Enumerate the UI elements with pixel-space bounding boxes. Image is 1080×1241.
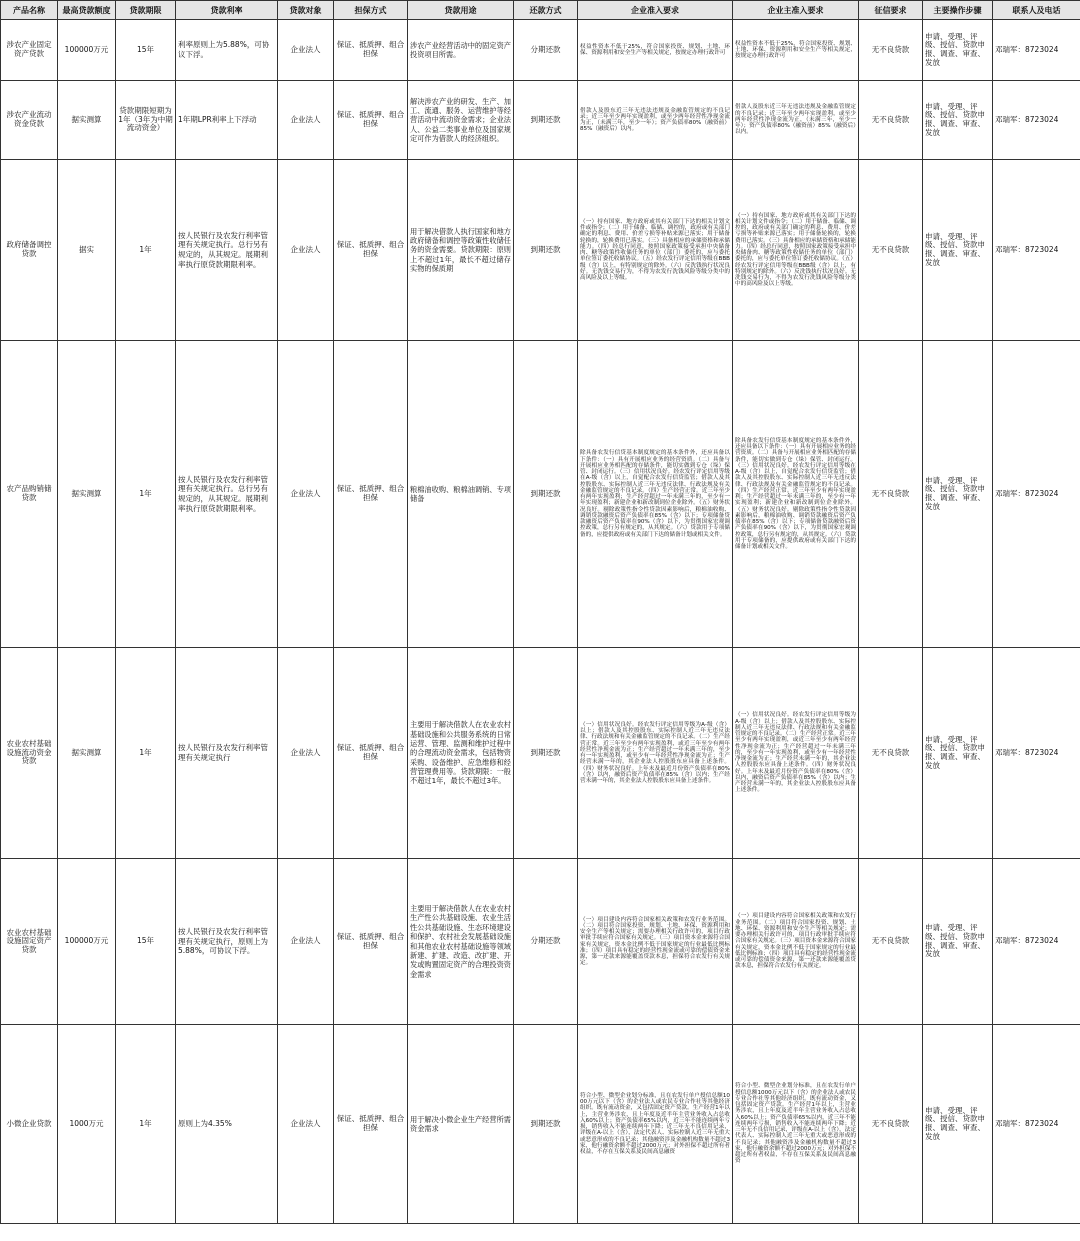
header-contact: 联系人及电话: [993, 1, 1080, 20]
owner-requirement: （一）持有国家、地方政府或其有关部门下达的相关计划文件或指令；（二）用于储备、临储、调控的，政府或有关部门确定的利息、费用、价差亏损等补贴来源已落实；用于储备轮换的，轮换费用已落实。（三）具备相应的承储资格和承储能力。（四）经总行同意，按照国家政策接受承担中央储备肉、糖等政策性收储任务的单位（部门）委托的，应与委托单位签订委托收储协议。（五）经农发行评定信用等级在BBB级（含）以上，有特别规定的除外。（六）反洗钱执行状况良好。无洗钱交易行为，不得为农发行洗钱风险等级分类中的高风险及以上等级。: [733, 160, 859, 341]
header-enterprise-req: 企业准入要求: [578, 1, 733, 20]
header-purpose: 贷款用途: [408, 1, 514, 20]
target: 企业法人: [278, 859, 334, 1025]
max-amount: 据实测算: [58, 648, 116, 859]
target: 企业法人: [278, 648, 334, 859]
product-name: 农产品购销储贷款: [1, 341, 58, 648]
guarantee: 保证、抵质押、组合担保: [334, 341, 408, 648]
owner-requirement: 借款人及股东近三年无违法违规及金融监管规定的不良记录；近三年至少两年实现盈利，或至少两年经营性净现金流为正，（未满三年，至少一年）；资产负债率80%（融资前）85%（融资后）以内。: [733, 81, 859, 160]
target: 企业法人: [278, 341, 334, 648]
repayment: 到期还款: [514, 648, 578, 859]
enterprise-requirement: 除具备农发行信贷基本制度规定的基本条件外，还应具备以下条件：（一）具有开展相应业务的经营资质。（二）具备与开展相应业务相匹配的存储条件，能切实做到专仓（垛）保管、封闭运行。（三）信用状况良好。经农发行评定信用等级在A-级（含）以上，自觉配合农发行信贷监管；借款人及其控股股东、实际控制人近三年无违反法律、行政法规及有关金融监管规定的不良记录。（四）生产经营正常。近三年至少有两年实现盈利；生产经营超过一年未满三年的，至少有一年实现盈利；新建企业和新改制到位企业除外。（五）财务状况良好。剔除政策性指令性贷款因素影响后，粮棉油收购、调销贷款融资后资产负债率在85%（含）以下；专项储备贷款融资后资产负债率在90%（含）以下，为贯彻国家宏观调控政策，总行另有规定的，从其规定。（六）贷款用于专项储备的，应提供政府或有关部门下达的储备计划或相关文件。: [578, 341, 733, 648]
enterprise-requirement: 符合小型、微型企业划分标准，且在农发行单户授信总额1000万元以下（含）的企业法人或农民专业合作社等其他经济组织。既有流动资金，又包括固定资产贷款。生产经营1年以上，主营业务涉农，且上年度及近半年主营业务收入占总收入60%以上；资产负债率65%以内，近三年不能连续两年亏损，销售收入不能连续两年下降；近三年无不良信用记录，评级在A-以上（含），法定代表人、实际控制人近三年无重大或恶意形成的不良记录；其他融资涉及金融机构数量不超过3家，他行融资余额不超过2000万元；对外担保不超过所有者权益，不存在互保关系及民间高息融资: [578, 1025, 733, 1224]
guarantee: 保证、抵质押、组合担保: [334, 859, 408, 1025]
header-row: [1, 1, 1080, 20]
target: 企业法人: [278, 81, 334, 160]
rate: 利率原则上为5.88%，可协议下浮。: [176, 20, 278, 81]
enterprise-requirement: 权益性资本不低于25%，符合国家投资、规划、土地、环保、资源利用和安全生产等相关规定，按规定办理行政许可: [578, 20, 733, 81]
credit-requirement: 无不良贷款: [859, 1025, 923, 1224]
product-name: 农业农村基础设施固定资产贷款: [1, 859, 58, 1025]
term: 1年: [116, 160, 176, 341]
target: 企业法人: [278, 1025, 334, 1224]
contact: 邓瑞军：8723024: [993, 648, 1080, 859]
table-row: [1, 1025, 1080, 1224]
header-target: 贷款对象: [278, 1, 334, 20]
term: 15年: [116, 20, 176, 81]
rate: 1年期LPR利率上下浮动: [176, 81, 278, 160]
header-credit: 征信要求: [859, 1, 923, 20]
table-row: [1, 81, 1080, 160]
header-term: 贷款期限: [116, 1, 176, 20]
guarantee: 保证、抵质押、组合担保: [334, 1025, 408, 1224]
repayment: 分期还款: [514, 20, 578, 81]
credit-requirement: 无不良贷款: [859, 648, 923, 859]
operation-steps: 申请、受理、评级、授信、贷款申报、调查、审查、发放: [923, 20, 993, 81]
rate: 按人民银行及农发行利率管理有关规定执行。总行另有规定的，从其规定。展期利率执行原贷款期限利率。: [176, 341, 278, 648]
product-name: 涉农产业固定资产贷款: [1, 20, 58, 81]
owner-requirement: （一）项目建设内容符合国家相关政策和农发行业务范围。（二）项目符合国家投资、规划、土地、环保、资源利用和安全生产等相关规定；需要办理相关行政许可的，项目行政审批手续应符合国家有关规定。（三）项目资本金来源符合国家有关规定，资本金比例不低于国家规定的行业最低比例标准；（四）项目具有稳定的经营性现金流或可靠的偿债资金来源，第一还款来源能覆盖贷款本息，担保符合农发行有关规定。: [733, 859, 859, 1025]
purpose: 用于解决借款人执行国家和地方政府储备和调控等政策性收储任务的资金需要。贷款期限：原则上不超过1年，最长不超过储存实物的保质期: [408, 160, 514, 341]
product-name: 小微企业贷款: [1, 1025, 58, 1224]
contact: 邓瑞军：8723024: [993, 341, 1080, 648]
max-amount: 据实测算: [58, 81, 116, 160]
enterprise-requirement: 借款人及股东近三年无违法违规及金融监管规定的不良记录；近三年至少两年实现盈利，或至少两年经营性净现金流为正，（未满三年，至少一年）；资产负债率80%（融资前）85%（融资后）以内。: [578, 81, 733, 160]
term: 1年: [116, 648, 176, 859]
purpose: 用于解决小微企业生产经营所需资金需求: [408, 1025, 514, 1224]
max-amount: 100000万元: [58, 20, 116, 81]
owner-requirement: 符合小型、微型企业划分标准，且在农发行单户授信总额1000万元以下（含）的企业法人或农民专业合作社等其他经济组织。既有流动资金，又包括固定资产贷款。生产经营1年以上，主营业务涉农，且上年度及近半年主营业务收入占总收入60%以上；资产负债率65%以内，近三年不能连续两年亏损，销售收入不能连续两年下降；近三年无不良信用记录，评级在A-以上（含），法定代表人、实际控制人近三年无重大或恶意形成的不良记录；其他融资涉及金融机构数量不超过3家，他行融资余额不超过2000万元；对外担保不超过所有者权益，不存在互保关系及民间高息融资: [733, 1025, 859, 1224]
header-product-name: 产品名称: [1, 1, 58, 20]
purpose: 涉农产业经营活动中的固定资产投资项目所需。: [408, 20, 514, 81]
guarantee: 保证、抵质押、组合担保: [334, 20, 408, 81]
operation-steps: 申请、受理、评级、授信、贷款申报、调查、审查、发放: [923, 859, 993, 1025]
max-amount: 据实测算: [58, 341, 116, 648]
repayment: 到期还款: [514, 81, 578, 160]
table-row: [1, 341, 1080, 648]
target: 企业法人: [278, 160, 334, 341]
credit-requirement: 无不良贷款: [859, 81, 923, 160]
table-row: [1, 160, 1080, 341]
purpose: 主要用于解决借款人在农业农村生产性公共基础设施、农业生活性公共基础设施、生态环境建设和保护、农村社会发展基础设施和其他农业农村基础设施等领域新建、扩建、改造、改扩建、开发或购置固定资产的合理投资资金需求: [408, 859, 514, 1025]
guarantee: 保证、抵质押、组合担保: [334, 81, 408, 160]
enterprise-requirement: （一）持有国家、地方政府或其有关部门下达的相关计划文件或指令；（二）用于储备、临储、调控的，政府或有关部门确定的利息、费用、价差亏损等补贴来源已落实；用于储备轮换的，轮换费用已落实。（三）具备相应的承储资格和承储能力。（四）经总行同意，按照国家政策接受承担中央储备肉、糖等政策性收储任务的单位（部门）委托的，应与委托单位签订委托收储协议。（五）经农发行评定信用等级在BBB级（含）以上，有特别规定的除外。（六）反洗钱执行状况良好。无洗钱交易行为，不得为农发行洗钱风险等级分类中的高风险及以上等级。: [578, 160, 733, 341]
header-rate: 贷款利率: [176, 1, 278, 20]
header-owner-req: 企业主准入要求: [733, 1, 859, 20]
header-guarantee: 担保方式: [334, 1, 408, 20]
max-amount: 据实: [58, 160, 116, 341]
header-steps: 主要操作步骤: [923, 1, 993, 20]
target: 企业法人: [278, 20, 334, 81]
contact: 邓瑞军：8723024: [993, 20, 1080, 81]
operation-steps: 申请、受理、评级、授信、贷款申报、调查、审查、发放: [923, 81, 993, 160]
rate: 原则上为4.35%: [176, 1025, 278, 1224]
contact: 邓瑞军：8723024: [993, 1025, 1080, 1224]
repayment: 分期还款: [514, 859, 578, 1025]
term: 贷款期限短期为1年（3年为中期流动资金）: [116, 81, 176, 160]
repayment: 到期还款: [514, 160, 578, 341]
contact: 邓瑞军：8723024: [993, 859, 1080, 1025]
guarantee: 保证、抵质押、组合担保: [334, 648, 408, 859]
owner-requirement: 权益性资本不低于25%，符合国家投资、规划、土地、环保、资源利用和安全生产等相关规定，按规定办理行政许可: [733, 20, 859, 81]
table-row: [1, 648, 1080, 859]
repayment: 到期还款: [514, 1025, 578, 1224]
header-repayment: 还款方式: [514, 1, 578, 20]
product-name: 农业农村基础设施流动资金贷款: [1, 648, 58, 859]
product-name: 政府储备调控贷款: [1, 160, 58, 341]
rate: 按人民银行及农发行利率管理有关规定执行，原则上为5.88%，可协议下浮。: [176, 859, 278, 1025]
term: 1年: [116, 341, 176, 648]
header-max-amount: 最高贷款额度: [58, 1, 116, 20]
product-name: 涉农产业流动资金贷款: [1, 81, 58, 160]
owner-requirement: （一）信用状况良好。经农发行评定信用等级为A-级（含）以上；借款人及其控股股东、实际控制人近三年无违反法律、行政法规和有关金融监管规定的不良记录。（二）生产经营正常。近三年至少有两年实现盈利，或近三年至少有两年经营性净现金流为正；生产经营超过一年未满三年的，至少有一年实现盈利，或至少有一年经营性净现金流为正；生产经营未满一年的，其企业法人控股股东应具备上述条件。（四）财务状况良好。上年末及最近月份资产负债率在80%（含）以内，融资后资产负债率在85%（含）以内；生产经营未满一年的，其企业法人控股股东应具备上述条件。: [733, 648, 859, 859]
operation-steps: 申请、受理、评级、授信、贷款申报、调查、审查、发放: [923, 160, 993, 341]
purpose: 主要用于解决借款人在农业农村基础设施和公共服务系统的日常运营、管理、监测和维护过程中的合理流动资金需求，包括物资采购、设备维护、应急维修和经营管理费用等。贷款期限：一般不超过1年，最长不超过3年。: [408, 648, 514, 859]
operation-steps: 申请、受理、评级、授信、贷款申报、调查、审查、发放: [923, 648, 993, 859]
purpose: 粮棉油收购、粮棉油调销、专项储备: [408, 341, 514, 648]
purpose: 解决涉农产业的研发、生产、加工、流通、服务、运营维护等经营活动中流动资金需求；企业法人、公益二类事业单位及国家规定可作为借款人的经济组织。: [408, 81, 514, 160]
repayment: 到期还款: [514, 341, 578, 648]
max-amount: 100000万元: [58, 859, 116, 1025]
table-row: [1, 859, 1080, 1025]
table-row: [1, 20, 1080, 81]
max-amount: 1000万元: [58, 1025, 116, 1224]
enterprise-requirement: （一）信用状况良好。经农发行评定信用等级为A-级（含）以上；借款人及其控股股东、实际控制人近三年无违反法律、行政法规和有关金融监管规定的不良记录。（二）生产经营正常。近三年至少有两年实现盈利，或近三年至少有两年经营性净现金流为正；生产经营超过一年未满三年的，至少有一年实现盈利，或至少有一年经营性净现金流为正；生产经营未满一年的，其企业法人控股股东应具备上述条件。（四）财务状况良好。上年末及最近月份资产负债率在80%（含）以内，融资后资产负债率在85%（含）以内；生产经营未满一年的，其企业法人控股股东应具备上述条件。: [578, 648, 733, 859]
enterprise-requirement: （一）项目建设内容符合国家相关政策和农发行业务范围。（二）项目符合国家投资、规划、土地、环保、资源利用和安全生产等相关规定；需要办理相关行政许可的，项目行政审批手续应符合国家有关规定。（三）项目资本金来源符合国家有关规定，资本金比例不低于国家规定的行业最低比例标准；（四）项目具有稳定的经营性现金流或可靠的偿债资金来源，第一还款来源能覆盖贷款本息，担保符合农发行有关规定。: [578, 859, 733, 1025]
contact: 邓瑞军：8723024: [993, 160, 1080, 341]
guarantee: 保证、抵质押、组合担保: [334, 160, 408, 341]
rate: 按人民银行及农发行利率管理有关规定执行。总行另有规定的，从其规定。展期利率执行原贷款期限利率。: [176, 160, 278, 341]
rate: 按人民银行及农发行利率管理有关规定执行: [176, 648, 278, 859]
contact: 邓瑞军：8723024: [993, 81, 1080, 160]
owner-requirement: 除具备农发行信贷基本制度规定的基本条件外，还应具备以下条件：（一）具有开展相应业务的经营资质。（二）具备与开展相应业务相匹配的存储条件，能切实做到专仓（垛）保管、封闭运行。（三）信用状况良好。经农发行评定信用等级在A-级（含）以上，自觉配合农发行信贷监管；借款人及其控股股东、实际控制人近三年无违反法律、行政法规及有关金融监管规定的不良记录。（四）生产经营正常。近三年至少有两年实现盈利；生产经营超过一年未满三年的，至少有一年实现盈利；新建企业和新改制到位企业除外。（五）财务状况良好。剔除政策性指令性贷款因素影响后，粮棉油收购、调销贷款融资后资产负债率在85%（含）以下；专项储备贷款融资后资产负债率在90%（含）以下，为贯彻国家宏观调控政策，总行另有规定的，从其规定。（六）贷款用于专项储备的，应提供政府或有关部门下达的储备计划或相关文件。: [733, 341, 859, 648]
credit-requirement: 无不良贷款: [859, 341, 923, 648]
credit-requirement: 无不良贷款: [859, 20, 923, 81]
operation-steps: 申请、受理、评级、授信、贷款申报、调查、审查、发放: [923, 341, 993, 648]
credit-requirement: 无不良贷款: [859, 160, 923, 341]
credit-requirement: 无不良贷款: [859, 859, 923, 1025]
term: 1年: [116, 1025, 176, 1224]
term: 15年: [116, 859, 176, 1025]
operation-steps: 申请、受理、评级、授信、贷款申报、调查、审查、发放: [923, 1025, 993, 1224]
